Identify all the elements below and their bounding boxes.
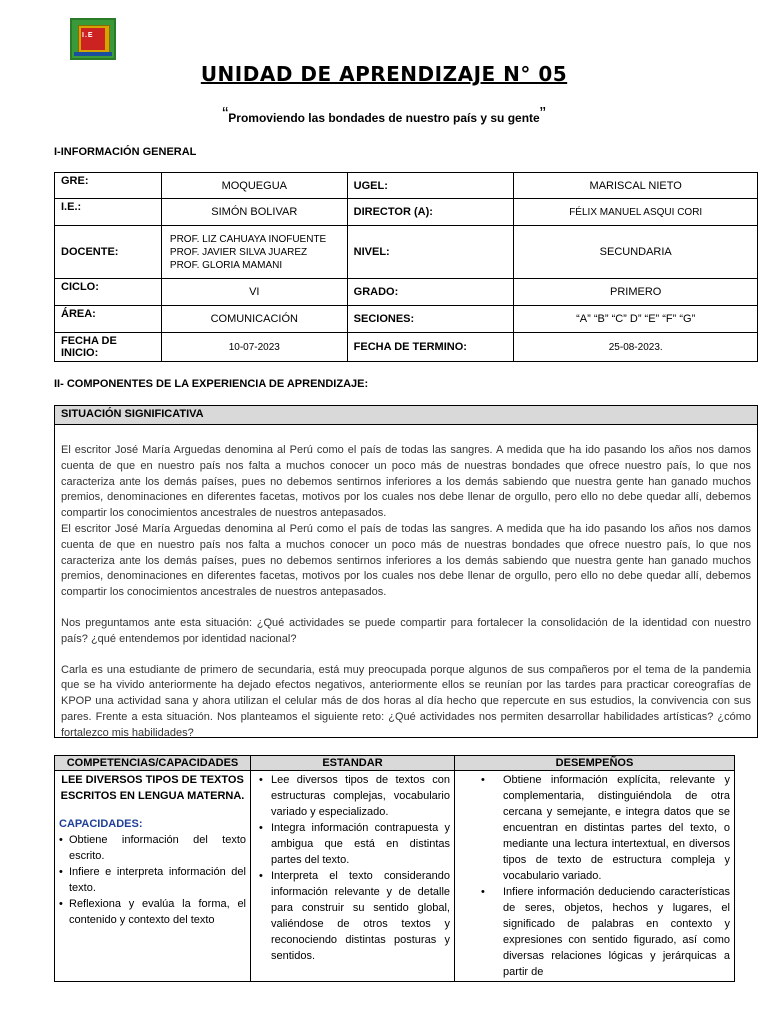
nivel-value: SECUNDARIA: [514, 226, 758, 279]
secciones-label: SECIONES:: [347, 306, 514, 333]
estandar-item: • Integra información contrapuesta y ambigua que está en distintas partes del texto.: [271, 820, 450, 868]
docente-name: PROF. GLORIA MAMANI: [169, 259, 283, 271]
capacidades-heading: CAPACIDADES:: [59, 818, 143, 830]
page-title: UNIDAD DE APRENDIZAJE N° 05: [200, 62, 568, 86]
grado-label: GRADO:: [347, 279, 514, 306]
area-label: ÁREA:: [55, 306, 162, 333]
estandar-item: • Lee diversos tipos de textos con estructuras complejas, vocabulario variado y especializado.: [271, 772, 450, 820]
school-crest-icon: [70, 18, 116, 60]
ie-label: I.E.:: [55, 199, 162, 226]
subtitle-text: Promoviendo las bondades de nuestro país y su gente: [228, 111, 540, 125]
fecha-inicio-value: 10-07-2023: [161, 333, 347, 362]
nivel-label: NIVEL:: [347, 226, 514, 279]
capacidad-item: • Reflexiona y evalúa la forma, el contenido y contexto del texto: [69, 896, 246, 928]
situacion-significativa-box: [54, 405, 758, 738]
fecha-termino-value: 25-08-2023.: [514, 333, 758, 362]
situacion-paragraph: El escritor José María Arguedas denomina al Perú como el país de todas las sangres. A medida que ha ido pasando los años nos damos cuenta de que en nuestro país nos falta a muchos conocer un poco más de nuestras bondades que ofrece nuestro país, lo que nos caracteriza ante los demás países, pues no debemos sentirnos inferiores a los demás sabiendo que nuestra gente han ganado muchos premios, denominaciones en diferentes facetas, motivos por los cuales nos debe llenar de orgullo, pero ello no debe quedar allí, debemos compartir los conocimientos ancestrales de nuestros antepasados.: [61, 444, 751, 520]
capacidad-item: • Obtiene información del texto escrito.: [69, 832, 246, 864]
situacion-body: [55, 425, 757, 742]
director-label: DIRECTOR (A):: [347, 199, 514, 226]
ugel-value: MARISCAL NIETO: [514, 173, 758, 199]
grado-value: PRIMERO: [514, 279, 758, 306]
estandar-item: • Interpreta el texto considerando información relevante y de detalle para construir su sentido global, valiéndose de otros textos y reconociendo distintas posturas y sentidos.: [271, 868, 450, 964]
column-header: DESEMPEÑOS: [455, 756, 735, 771]
situacion-paragraph: El escritor José María Arguedas denomina al Perú como el país de todas las sangres. A medida que ha ido pasando los años nos damos cuenta de que en nuestro país nos falta a muchos conocer un poco más de nuestras bondades que ofrece nuestro país, lo que nos caracteriza ante los demás países, pues no debemos sentirnos inferiores a los demás sabiendo que nuestra gente han ganado muchos premios, denominaciones en diferentes facetas, motivos por los cuales nos debe llenar de orgullo, pero ello no debe quedar allí, debemos compartir los conocimientos ancestrales de nuestros antepasados.: [61, 522, 751, 599]
desempeno-item: • Infiere información deduciendo características de seres, objetos, hechos y lugares, el significado de palabras en contexto y expresiones con sentido figurado, así como diversas relaciones lógicas y jerárquicas a partir de: [503, 884, 730, 980]
competencias-table: [54, 755, 735, 982]
secciones-value: “A” “B” “C” D” “E” “F” “G”: [514, 306, 758, 333]
ciclo-label: CICLO:: [55, 279, 162, 306]
competencia-title: LEE DIVERSOS TIPOS DE TEXTOS ESCRITOS EN LENGUA MATERNA.: [60, 774, 245, 802]
unit-subtitle: “Promoviendo las bondades de nuestro país y su gente”: [222, 104, 546, 125]
column-header: ESTANDAR: [251, 756, 455, 771]
section-general-info-heading: I-INFORMACIÓN GENERAL: [54, 146, 197, 158]
section-components-heading: II- COMPONENTES DE LA EXPERIENCIA DE APRENDIZAJE:: [54, 378, 369, 390]
column-header: COMPETENCIAS/CAPACIDADES: [55, 756, 251, 771]
docente-name: PROF. JAVIER SILVA JUAREZ: [169, 246, 308, 258]
ugel-label: UGEL:: [347, 173, 514, 199]
fecha-inicio-label: FECHA DE INICIO:: [55, 333, 162, 362]
desempenos-cell: [455, 771, 735, 982]
docente-name: PROF. LIZ CAHUAYA INOFUENTE: [169, 233, 327, 245]
director-value: FÉLIX MANUEL ASQUI CORI: [514, 199, 758, 226]
docente-list: [161, 226, 347, 279]
competencia-cell: [55, 771, 251, 982]
ie-value: SIMÓN BOLIVAR: [161, 199, 347, 226]
ciclo-value: VI: [161, 279, 347, 306]
situacion-paragraph: Carla es una estudiante de primero de secundaria, está muy preocupada porque algunos de sus compañeros por el tema de la pandemia que se ha vivido anteriormente ha dejado efectos negativos, anteriormente ellos se reunían por las tardes para practicar coreografías de KPOP una actividad sana y ahora utilizan el celular más de dos horas al día hecho que repercute en sus estudios, la convivencia con sus pares. Frente a esta situación. Nos planteamos el siguiente reto: ¿Qué actividades nos permiten desarrollar habilidades artísticas? ¿cómo fortalezco mis habilidades?: [61, 663, 751, 739]
capacidad-item: • Infiere e interpreta información del texto.: [69, 864, 246, 896]
gre-value: MOQUEGUA: [161, 173, 347, 199]
situacion-paragraph: Nos preguntamos ante esta situación: ¿Qué actividades se puede compartir para fortalecer la consolidación de la identidad con nuestro país? ¿qué entendemos por identidad nacional?: [61, 616, 751, 645]
estandar-cell: [251, 771, 455, 982]
area-value: COMUNICACIÓN: [161, 306, 347, 333]
situacion-heading: SITUACIÓN SIGNIFICATIVA: [55, 406, 757, 425]
logo-text: I.E: [82, 32, 94, 39]
gre-label: GRE:: [55, 173, 162, 199]
desempeno-item: • Obtiene información explícita, relevante y complementaria, distinguiéndola de otra cercana y semejante, e integra datos que se encuentran en distintas partes del texto, o mediante una lectura intertextual, en diversos tipos de texto de estructura compleja y vocabulario variado.: [503, 772, 730, 884]
fecha-termino-label: FECHA DE TERMINO:: [347, 333, 514, 362]
general-info-table: [54, 172, 758, 362]
docente-label: DOCENTE:: [55, 226, 162, 279]
